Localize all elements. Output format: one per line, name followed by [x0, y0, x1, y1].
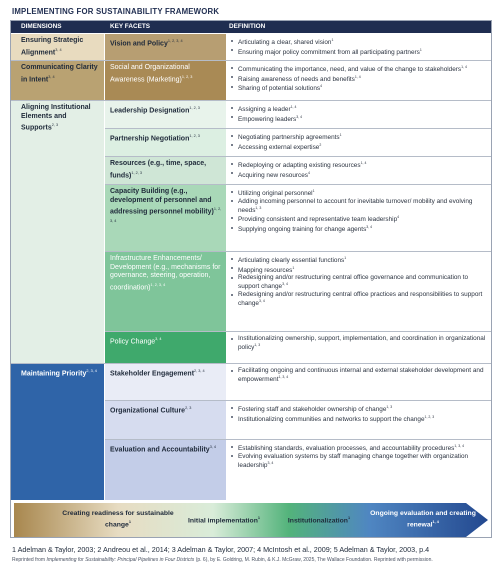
- reprint-notice: Reprinted from Implementing for Sustainability: Principal Pipelines in Four Districts (p. 6), by E. Goldring, M. Rubin, & K.J. McGraw, 2025, The Wallace Foundation. Reprinted with permission.: [12, 557, 433, 563]
- list-item: Adding incoming personnel to account for inevitable turnover/ mobility and evolving needs$^{1, 3}$: [227, 198, 487, 215]
- row-divider: [105, 400, 491, 401]
- row-divider: [105, 439, 491, 440]
- list-item: Accessing external expertise$^2$: [227, 142, 487, 152]
- page-title: IMPLEMENTING FOR SUSTAINABILITY FRAMEWORK: [12, 7, 220, 16]
- stage-ongoing-evaluation: Ongoing evaluation and creating renewal$^{1, 4}$: [370, 510, 476, 529]
- facet-stakeholder-engagement: Stakeholder Engagement$^{2, 3, 4}$: [105, 364, 226, 400]
- definition-vision-and-policy: [227, 35, 491, 58]
- list-item: Negotiating partnership agreements$^1$: [227, 132, 487, 142]
- definition-organizational-culture: [227, 402, 491, 425]
- list-item: Assigning a leader$^{1, 4}$: [227, 104, 487, 114]
- row-divider: [105, 156, 491, 157]
- definition-evaluation-accountability: [227, 441, 491, 471]
- definition-resources: [227, 158, 491, 181]
- list-item: Institutionalizing communities and networks to support the change$^{1, 2, 3}$: [227, 414, 487, 424]
- definition-infrastructure: [227, 253, 491, 310]
- facet-policy-change: Policy Change$^{3, 4}$: [105, 332, 226, 363]
- list-item: Facilitating ongoing and continuous internal and external stakeholder development and empowerment$^{1, 3, 4}$: [227, 367, 487, 384]
- list-item: Providing consistent and representative team leadership$^4$: [227, 214, 487, 224]
- list-item: Articulating clearly essential functions$^1$: [227, 255, 487, 265]
- dimension-communicating-clarity: Communicating Clarity in Intent$^{3, 4}$: [11, 61, 104, 100]
- stage-initial-implementation: Initial implementation$^1$: [188, 516, 260, 525]
- list-item: Fostering staff and stakeholder ownership of change$^{1, 3}$: [227, 404, 487, 414]
- row-divider: [105, 184, 491, 185]
- facet-resources: Resources (e.g., time, space, funds)$^{1, 2, 3}$: [105, 157, 226, 184]
- list-item: Acquiring new resources$^4$: [227, 170, 487, 180]
- list-item: Redesigning and/or restructuring central office practices and responsibilities to support change$^{3, 4}$: [227, 291, 487, 308]
- facet-organizational-culture: Organizational Culture$^{2, 3}$: [105, 401, 226, 439]
- list-item: Empowering leaders$^{3, 4}$: [227, 114, 487, 124]
- list-item: Mapping resources$^1$: [227, 265, 487, 275]
- facet-partnership-negotiation: Partnership Negotiation$^{1, 2, 3}$: [105, 129, 226, 156]
- header-dimensions: DIMENSIONS: [21, 23, 62, 30]
- row-divider: [105, 128, 491, 129]
- list-item: Redesigning and/or restructuring central office governance and communication to support change$^{3, 4}$: [227, 274, 487, 291]
- stage-readiness: Creating readiness for sustainable change$^1$: [62, 510, 174, 529]
- stage-arrow: [14, 503, 488, 537]
- list-item: Institutionalizing ownership, support, implementation, and coordination in organizational policy$^{1, 3}$: [227, 335, 487, 352]
- facet-social-awareness: Social and Organizational Awareness (Marketing)$^{1, 2, 3}$: [105, 61, 226, 100]
- definition-social-awareness: [227, 62, 491, 95]
- dimension-aligning-institutional: Aligning Institutional Elements and Supports$^{2, 3}$: [11, 101, 104, 363]
- definition-leadership-designation: [227, 102, 491, 125]
- framework-table: [10, 20, 492, 538]
- list-item: Establishing standards, evaluation processes, and accountability procedures$^{1, 3, 4}$: [227, 443, 487, 453]
- definition-policy-change: [227, 333, 491, 354]
- definition-partnership-negotiation: [227, 130, 491, 153]
- table-header: [11, 21, 491, 33]
- definition-stakeholder-engagement: [227, 365, 491, 386]
- header-key-facets: KEY FACETS: [110, 23, 151, 30]
- list-item: Ensuring major policy commitment from all participating partners$^1$: [227, 47, 487, 57]
- dimension-maintaining-priority: Maintaining Priority$^{2, 3, 4}$: [11, 364, 104, 500]
- definition-capacity-building: [227, 186, 491, 236]
- list-item: Evolving evaluation systems by staff managing change together with organization leadership$^{3, 4}$: [227, 453, 487, 470]
- facet-leadership-designation: Leadership Designation$^{1, 2, 3}$: [105, 101, 226, 128]
- list-item: Raising awareness of needs and benefits$^{1, 4}$: [227, 74, 487, 84]
- facet-infrastructure: Infrastructure Enhancements/ Development (e.g., mechanisms for governance, steering, operation, coordination)$^{1, 2, 3, 4}$: [105, 252, 226, 331]
- list-item: Supplying ongoing training for change agents$^{3, 4}$: [227, 224, 487, 234]
- list-item: Sharing of potential solutions$^4$: [227, 83, 487, 93]
- row-divider: [11, 60, 491, 61]
- facet-capacity-building: Capacity Building (e.g., development of personnel and addressing personnel mobility)$^{1, 2, 3, 4}$: [105, 185, 226, 251]
- row-divider: [11, 100, 491, 101]
- citations: 1 Adelman & Taylor, 2003; 2 Andreou et al., 2014; 3 Adelman & Taylor, 2007; 4 McIntosh et al., 2009; 5 Adelman & Taylor, 2003, p.4: [12, 545, 430, 554]
- list-item: Utilizing original personnel$^1$: [227, 188, 487, 198]
- list-item: Communicating the importance, need, and value of the change to stakeholders$^{1, 4}$: [227, 64, 487, 74]
- list-item: Redeploying or adapting existing resources$^{1, 4}$: [227, 160, 487, 170]
- list-item: Articulating a clear, shared vision$^1$: [227, 37, 487, 47]
- row-divider: [105, 331, 491, 332]
- header-definition: DEFINITION: [229, 23, 266, 30]
- dimension-strategic-alignment: Ensuring Strategic Alignment$^{3, 4}$: [11, 34, 104, 60]
- stage-institutionalization: Institutionalization$^1$: [287, 516, 351, 525]
- row-divider: [11, 363, 491, 364]
- facet-evaluation-accountability: Evaluation and Accountability$^{3, 4}$: [105, 440, 226, 500]
- row-divider: [105, 251, 491, 252]
- facet-vision-and-policy: Vision and Policy$^{1, 2, 3, 4}$: [105, 34, 226, 60]
